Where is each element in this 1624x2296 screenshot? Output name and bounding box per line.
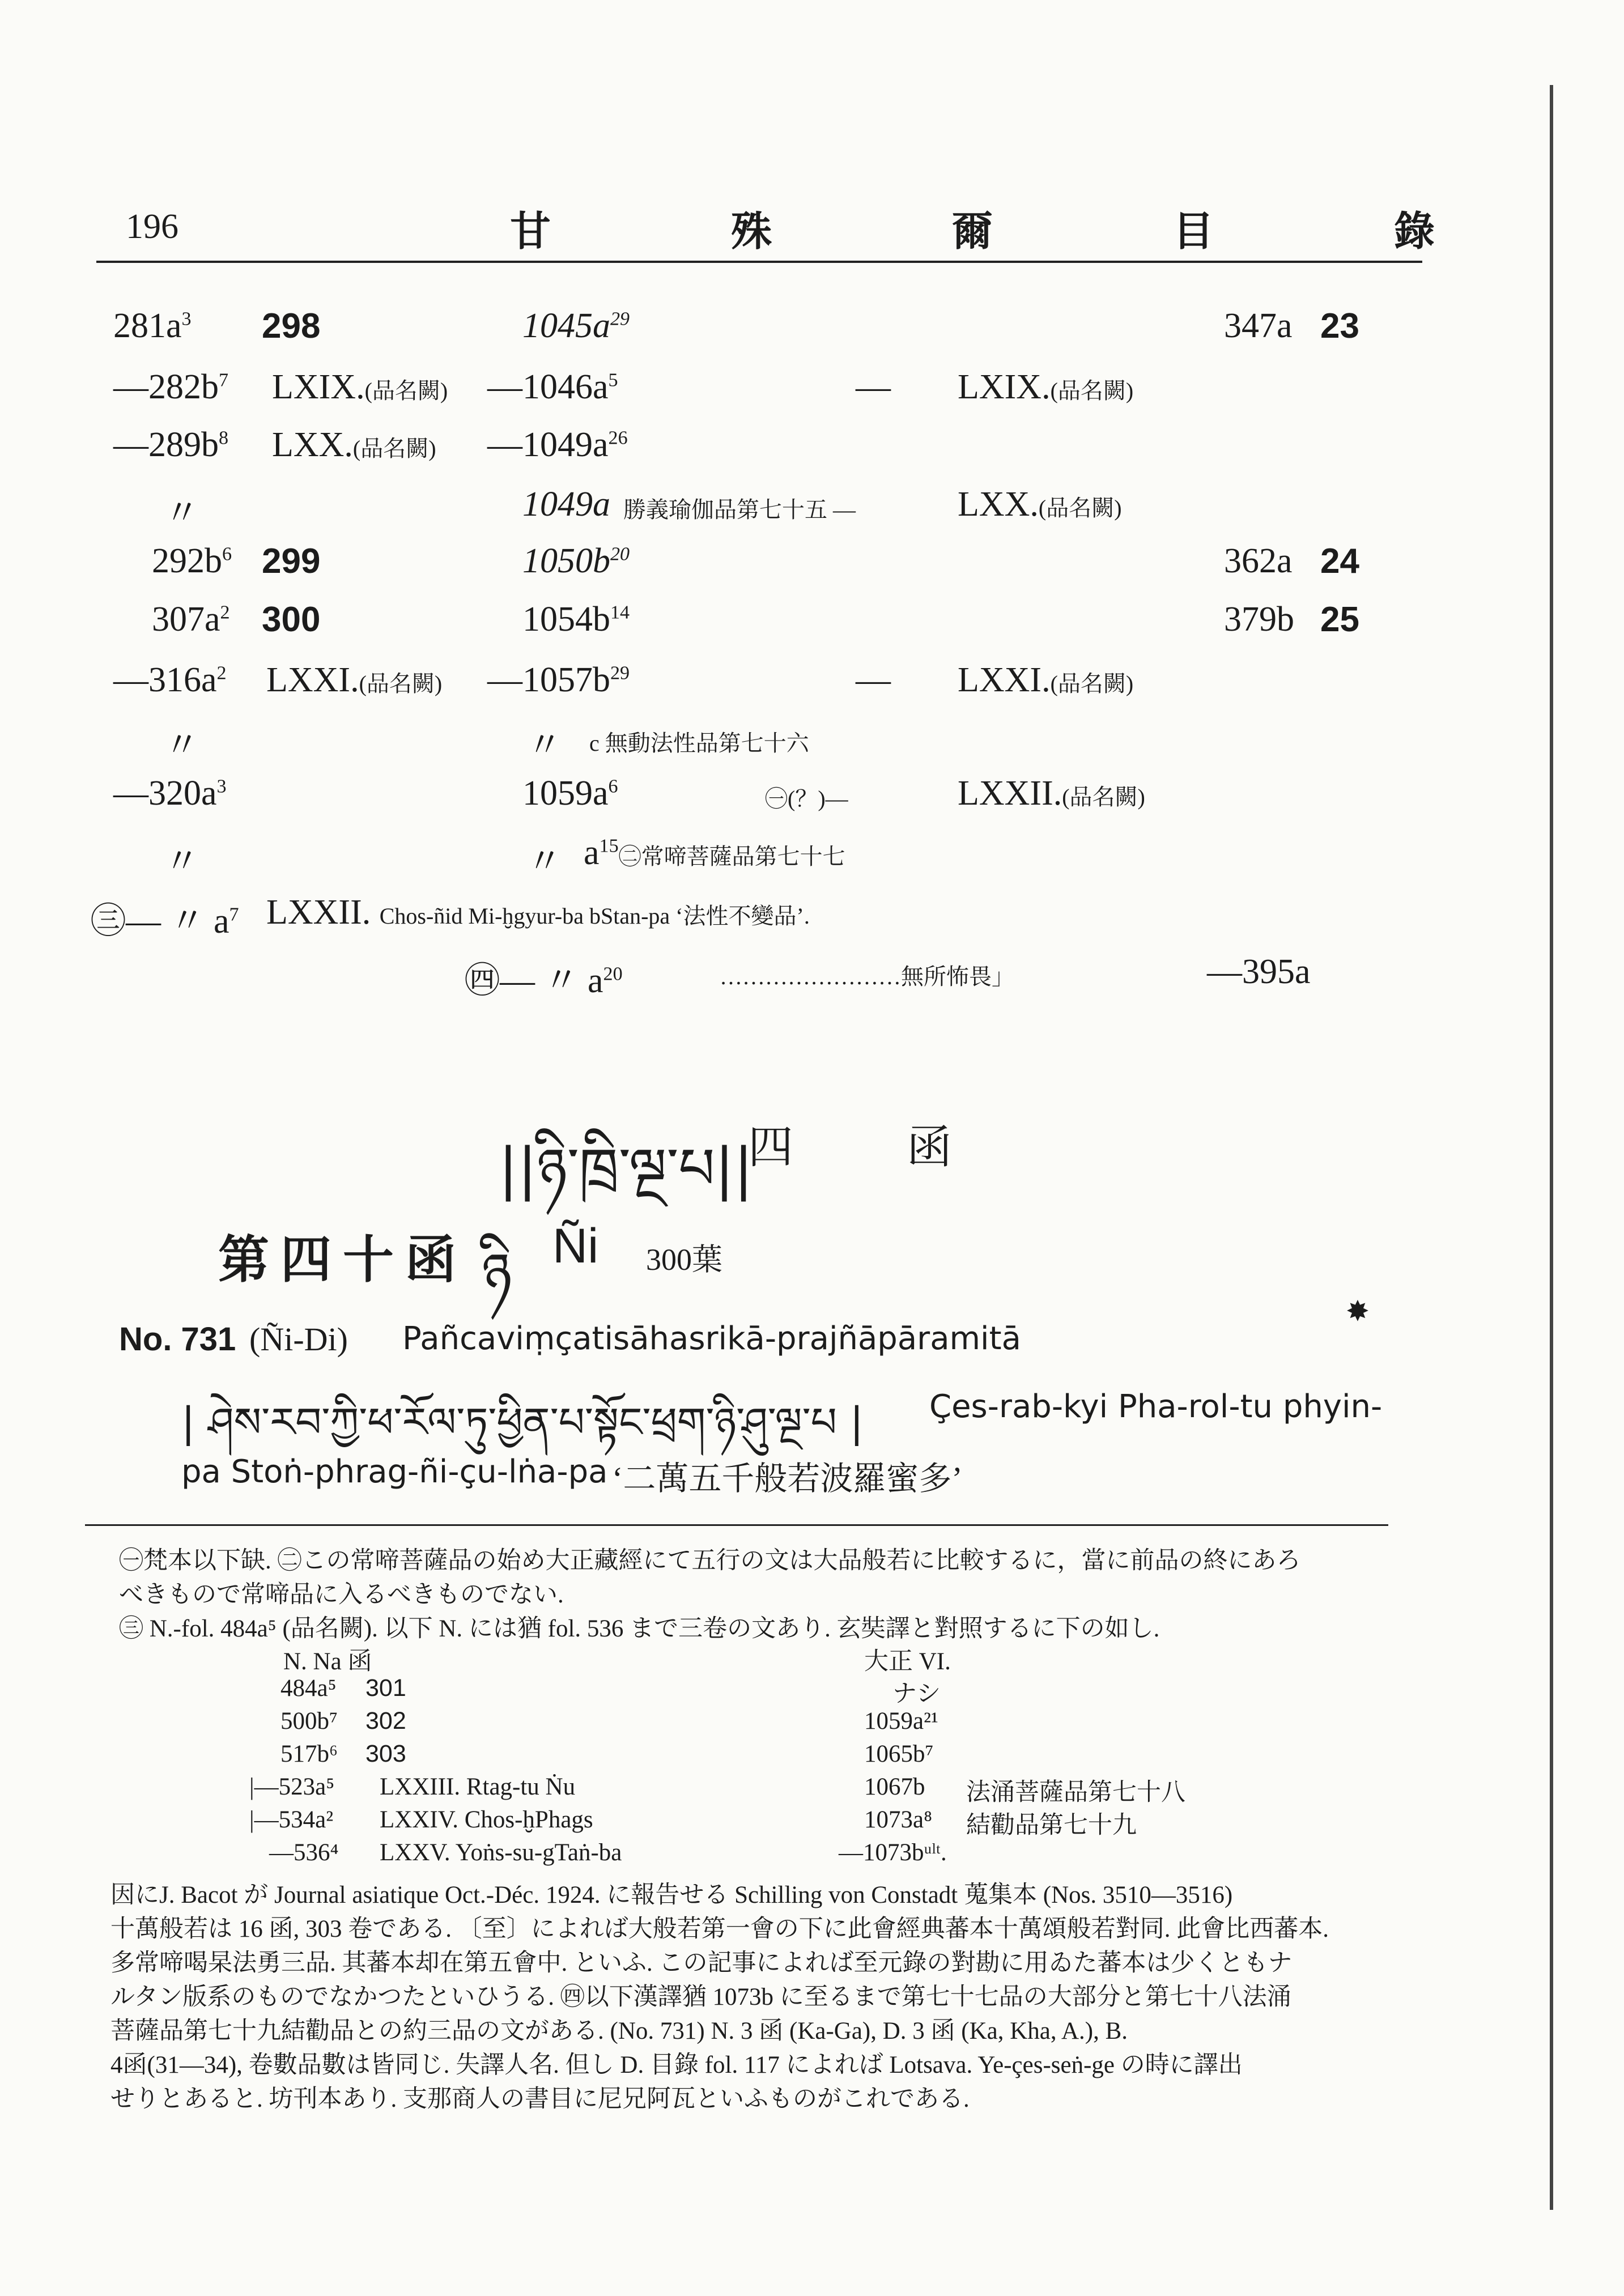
table-cell: 1059a²¹: [864, 1708, 938, 1734]
table-cell: 1073a⁸: [864, 1806, 933, 1833]
table-cell: LXXV. Yoṅs-su-gTaṅ-ba: [380, 1839, 622, 1866]
table-cell: 484a⁵: [280, 1675, 337, 1702]
chapter-title: $a^{15}㊁$常啼菩薩品第七十七: [584, 834, 845, 872]
taisho-ref: $1054b^{14}$: [522, 600, 630, 639]
entry-transliteration-cont: pa Stoṅ-phrag-ñi-çu-lṅa-pa: [181, 1453, 608, 1490]
table-row: ㊃— 〃 $a^{20}$: [465, 962, 623, 1000]
volume-leaves: 300葉: [646, 1243, 722, 1277]
taisho-ref: $—1049a^{26}$: [487, 426, 628, 464]
section-label: 四 函: [748, 1123, 1003, 1173]
table-row: ㊂— 〃 $a^7$: [91, 902, 239, 941]
right-number: 23: [1320, 307, 1359, 346]
taisho-ref: $—1057b^{29}$: [487, 661, 630, 699]
table-row: $281a^3$: [113, 307, 192, 345]
paragraph-line: 因にJ. Bacot が Journal asiatique Oct.-Déc. 1924. に報告せる Schilling von Constadt 蒐集本 (Nos. 3510—3516): [110, 1882, 1233, 1908]
table-cell: LXXIV. Chos-ḫPhags: [380, 1806, 593, 1833]
taisho-ref: $1045a^{29}$: [522, 307, 630, 345]
footnote-rule: [85, 1524, 1388, 1526]
note-marker: ㊀(？)—: [765, 786, 848, 811]
table-cell: 500b⁷: [280, 1708, 338, 1734]
page-edge: [1550, 85, 1553, 2210]
chapter-label: LXX.(品名闕): [272, 426, 436, 464]
right-chapter: LXX.(品名闕): [958, 485, 1122, 524]
ditto-mark: 〃: [527, 726, 563, 765]
right-folio: 347a: [1224, 307, 1293, 345]
table-header: 大正 VI.: [864, 1648, 951, 1675]
paragraph-line: 多常啼喝杲法勇三品. 其蕃本却在第五會中. といふ. この記事によれば至元錄の對勘に用ゐた蕃本は少くともナ: [110, 1950, 1293, 1976]
chapter-title: 勝義瑜伽品第七十五 —: [623, 497, 856, 522]
dash: —: [856, 368, 891, 406]
taisho-ref: $1059a^6$: [522, 774, 618, 813]
chapter-title: c 無動法性品第七十六: [589, 730, 809, 756]
table-cell: —1073bᵘˡᵗ.: [839, 1839, 947, 1866]
ditto-mark: 〃: [164, 726, 200, 765]
footnote-3: ㊂ N.-fol. 484a⁵ (品名闕). 以下 N. には猶 fol. 536 まで三卷の文あり. 玄奘譯と對照するに下の如し.: [119, 1615, 1160, 1642]
right-number: 25: [1320, 600, 1359, 639]
entry-tibetan-title: | ཤེས་རབ་ཀྱི་ཕ་རོལ་ཏུ་ཕྱིན་པ་སྟོང་ཕྲག་ཉི་ཤུ་ལྔ་པ |: [181, 1398, 864, 1446]
table-row: $—289b^8$: [113, 426, 229, 464]
table-row: $292b^6$: [152, 542, 232, 580]
right-number: 24: [1320, 542, 1359, 581]
table-cell: |—534a²: [249, 1806, 334, 1833]
right-chapter: LXXII.(品名闕): [958, 774, 1145, 813]
ditto-mark: 〃: [527, 843, 563, 881]
right-chapter: LXXI.(品名闕): [958, 661, 1134, 699]
leaf-number: 299: [262, 542, 321, 581]
dash: —: [856, 661, 891, 699]
table-cell: 301: [365, 1674, 406, 1702]
ditto-mark: 〃: [164, 843, 200, 881]
table-row: $307a^2$: [152, 600, 230, 639]
table-row: $—320a^3$: [113, 774, 227, 813]
volume-tibetan-letter: ཉི: [482, 1240, 512, 1307]
table-cell: —536⁴: [269, 1839, 339, 1866]
leaf-number: 300: [262, 600, 321, 639]
volume-title: 第四十函: [218, 1232, 467, 1289]
entry-chinese-title: ‘二萬五千般若波羅蜜多’: [612, 1460, 963, 1497]
entry-code: (Ñi-Di): [249, 1321, 348, 1358]
table-row: $—316a^2$: [113, 661, 227, 699]
footnote-1: ㊀梵本以下缺. ㊁この常啼菩薩品の始め大正藏經にて五行の文は大品般若に比較するに，當に前品の終にあろ: [119, 1547, 1301, 1574]
taisho-ref: $1050b^{20}$: [522, 542, 630, 580]
right-folio: —395a: [1207, 953, 1311, 991]
table-row: $—282b^7$: [113, 368, 229, 406]
volume-name: Ñi: [552, 1219, 599, 1273]
page-number: 196: [126, 207, 178, 246]
table-cell: 303: [365, 1740, 406, 1767]
table-cell: LXXIII. Rtag-tu Ṅu: [380, 1774, 576, 1800]
entry-sanskrit-title: Pañcaviṃçatisāhasrikā-prajñāpāramitā: [402, 1320, 1021, 1357]
right-folio: 379b: [1224, 600, 1294, 639]
chapter-title: ……………………無所怖畏」: [720, 964, 1014, 989]
table-cell: 302: [365, 1707, 406, 1734]
table-cell: 結勸品第七十九: [966, 1812, 1137, 1839]
entry-number: No. 731: [119, 1321, 236, 1358]
header-rule: [96, 261, 1422, 263]
table-cell: 1067b: [864, 1774, 925, 1800]
footnote-1-cont: べきもので常啼品に入るべきものでない.: [119, 1581, 564, 1608]
paragraph-line: 菩薩品第七十九結勸品との約三品の文がある. (No. 731) N. 3 函 (Ka-Ga), D. 3 函 (Ka, Kha, A.), B.: [110, 2018, 1128, 2044]
table-cell: 517b⁶: [280, 1741, 338, 1767]
table-cell: 法涌菩薩品第七十八: [966, 1779, 1185, 1806]
chapter-label: LXIX.(品名闕): [272, 368, 448, 406]
right-chapter: LXIX.(品名闕): [958, 368, 1134, 406]
paragraph-line: ルタン版系のものでなかつたといひうる. ㊃以下漢譯猶 1073b に至るまで第七十七品の大部分と第七十八法涌: [110, 1984, 1291, 2010]
taisho-ref: 1049a: [522, 485, 610, 524]
table-header: N. Na 函: [283, 1648, 372, 1675]
page-title: 甘 殊 爾 目 錄: [510, 209, 1520, 254]
right-folio: 362a: [1224, 542, 1293, 580]
table-cell: ナシ: [892, 1681, 941, 1707]
taisho-ref: $—1046a^5$: [487, 368, 618, 406]
leaf-number: 298: [262, 307, 321, 346]
section-tibetan: ||ཉི་ཁྲི་ལྔ་པ||: [499, 1136, 753, 1202]
table-cell: 1065b⁷: [864, 1741, 934, 1767]
chapter-label: LXXII. Chos-ñid Mi-ḫgyur-ba bStan-pa ‘法性不變品’.: [266, 893, 810, 932]
table-cell: |—523a⁵: [249, 1774, 335, 1800]
chapter-label: LXXI.(品名闕): [266, 661, 443, 699]
entry-transliteration: Çes-rab-kyi Pha-rol-tu phyin-: [929, 1388, 1383, 1425]
paragraph-line: 十萬般若は 16 函, 303 卷である. 〔至〕によれば大般若第一會の下に此會經典蕃本十萬頌般若對同. 此會比西蕃本.: [110, 1916, 1329, 1942]
paragraph-line: 4函(31—34), 卷數品數は皆同じ. 失譯人名. 但し D. 目錄 fol. 117 によれば Lotsava. Ye-çes-seṅ-ge の時に譯出: [110, 2052, 1243, 2078]
paragraph-line: せりとあると. 坊刊本あり. 支那商人の書目に尼兄阿瓦といふものがこれである.: [110, 2086, 970, 2112]
asterisk-mark: ✸: [1346, 1295, 1370, 1327]
ditto-mark: 〃: [164, 494, 200, 533]
